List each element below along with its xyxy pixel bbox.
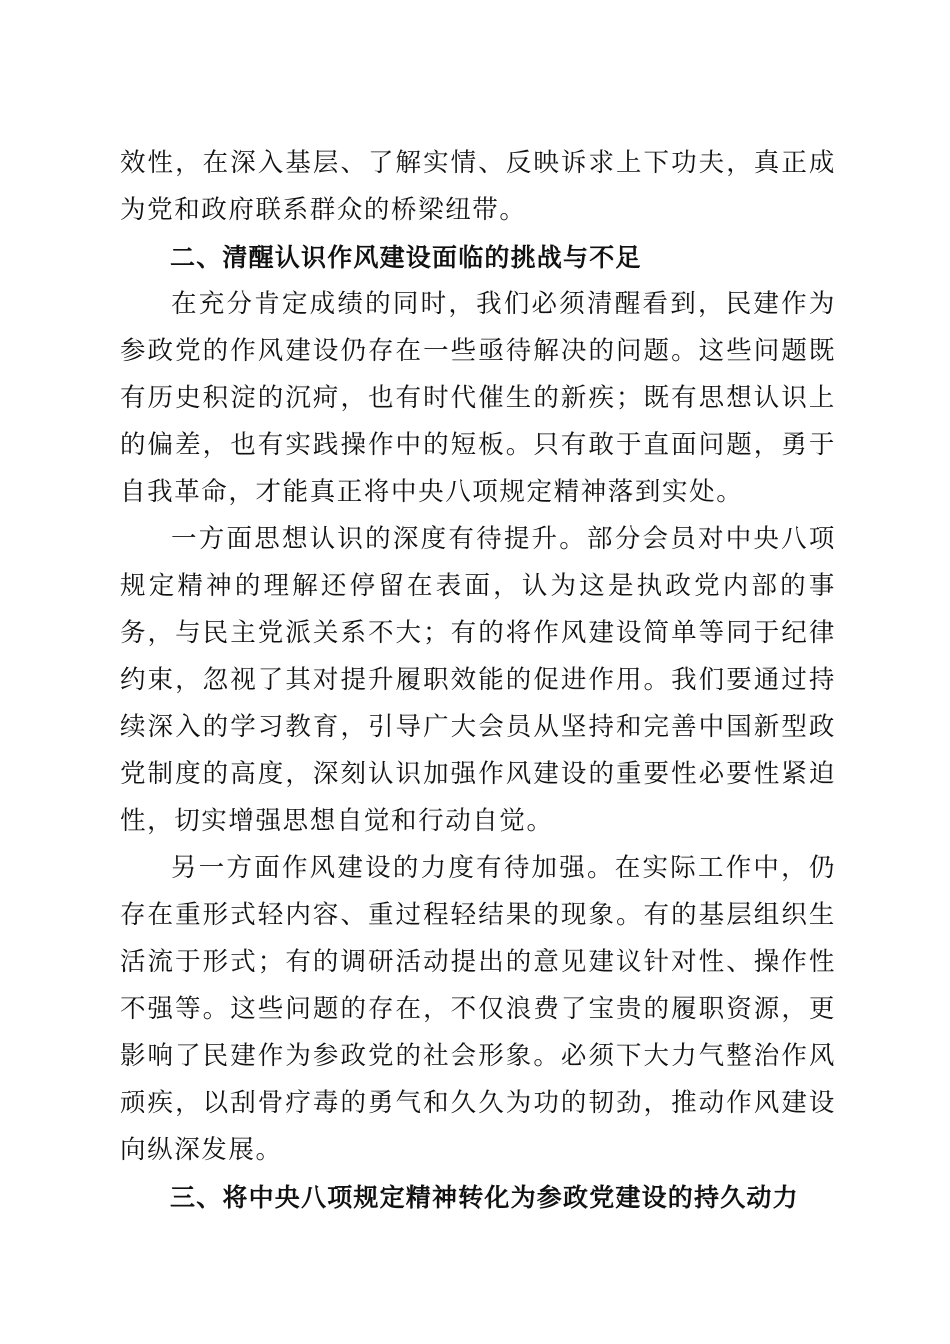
- paragraph-work-style-intensity: 另一方面作风建设的力度有待加强。在实际工作中，仍存在重形式轻内容、重过程轻结果的现象。有的基层组织生活流于形式；有的调研活动提出的意见建议针对性、操作性不强等。这些问题的存在，不仅浪费了宝贵的履职资源，更影响了民建作为参政党的社会形象。必须下大力气整治作风顽疾，以刮骨疗毒的勇气和久久为功的韧劲，推动作风建设向纵深发展。: [120, 853, 836, 1165]
- section-heading-2: 二、清醒认识作风建设面临的挑战与不足: [170, 243, 642, 272]
- paragraph-continuation: 效性，在深入基层、了解实情、反映诉求上下功夫，真正成为党和政府联系群众的桥梁纽带。: [120, 148, 836, 225]
- paragraph-ideological-awareness: 一方面思想认识的深度有待提升。部分会员对中央八项规定精神的理解还停留在表面，认为这是执政党内部的事务，与民主党派关系不大；有的将作风建设简单等同于纪律约束，忽视了其对提升履职效能的促进作用。我们要通过持续深入的学习教育，引导广大会员从坚持和完善中国新型政党制度的高度，深刻认识加强作风建设的重要性必要性紧迫性，切实增强思想自觉和行动自觉。: [120, 524, 836, 836]
- section-heading-3: 三、将中央八项规定精神转化为参政党建设的持久动力: [170, 1183, 799, 1212]
- paragraph-challenges-intro: 在充分肯定成绩的同时，我们必须清醒看到，民建作为参政党的作风建设仍存在一些亟待解决的问题。这些问题既有历史积淀的沉疴，也有时代催生的新疾；既有思想认识上的偏差，也有实践操作中的短板。只有敢于直面问题，勇于自我革命，才能真正将中央八项规定精神落到实处。: [120, 289, 836, 507]
- document-body: [120, 140, 836, 1221]
